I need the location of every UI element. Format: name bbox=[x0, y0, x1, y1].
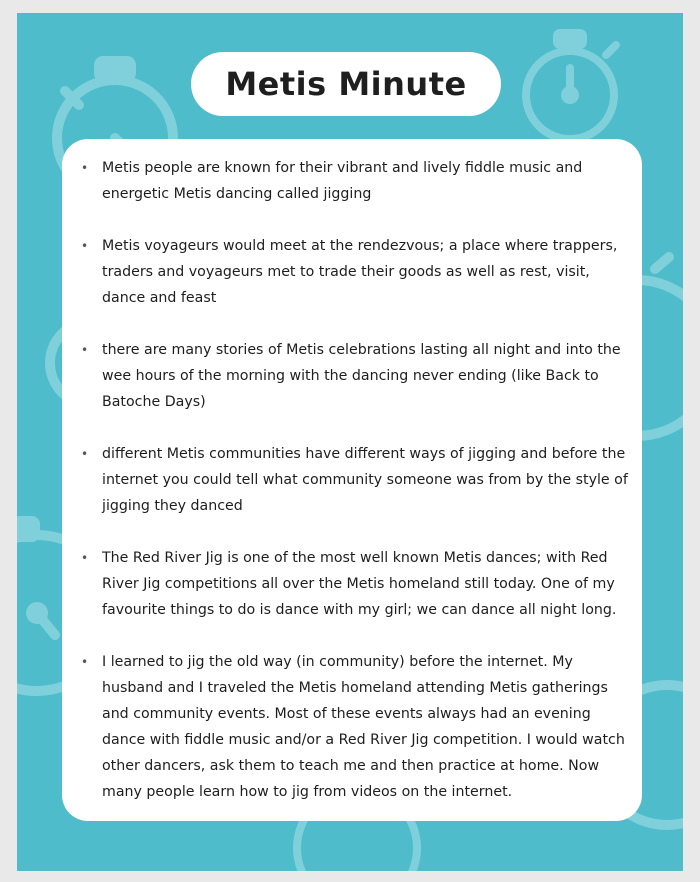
bullet-icon: • bbox=[81, 447, 89, 461]
list-item-text: Metis people are known for their vibrant and lively fiddle music and energetic Metis dancing called jigging bbox=[102, 160, 583, 202]
fact-list bbox=[62, 139, 642, 805]
title-banner bbox=[191, 52, 501, 116]
list-item bbox=[81, 337, 628, 415]
list-item bbox=[81, 233, 628, 311]
bullet-icon: • bbox=[81, 343, 89, 357]
stopwatch-icon bbox=[526, 33, 616, 139]
list-item bbox=[81, 155, 628, 207]
list-item bbox=[81, 441, 628, 519]
list-item-text: Metis voyageurs would meet at the rendezvous; a place where trappers, traders and voyageurs met to trade their goods as well as rest, visit, dance and feast bbox=[102, 238, 618, 306]
poster-page bbox=[17, 13, 683, 871]
page-title: Metis Minute bbox=[225, 65, 467, 103]
bullet-icon: • bbox=[81, 161, 89, 175]
list-item-text: different Metis communities have different ways of jigging and before the internet you could tell what community someone was from by the style of jigging they danced bbox=[102, 446, 628, 514]
list-item bbox=[81, 649, 628, 805]
list-item-text: I learned to jig the old way (in community) before the internet. My husband and I traveled the Metis homeland attending Metis gatherings and community events. Most of these events always had an evening dance with fiddle music and/or a Red River Jig competition. I would watch other dancers, ask them to teach me and then practice at home. Now many people learn how to jig from videos on the internet. bbox=[102, 654, 625, 800]
content-card bbox=[62, 139, 642, 821]
list-item bbox=[81, 545, 628, 623]
bullet-icon: • bbox=[81, 655, 89, 669]
list-item-text: The Red River Jig is one of the most well known Metis dances; with Red River Jig competitions all over the Metis homeland still today. One of my favourite things to do is dance with my girl; we can dance all night long. bbox=[102, 550, 617, 618]
bullet-icon: • bbox=[81, 239, 89, 253]
list-item-text: there are many stories of Metis celebrations lasting all night and into the wee hours of the morning with the dancing never ending (like Back to Batoche Days) bbox=[102, 342, 621, 410]
bullet-icon: • bbox=[81, 551, 89, 565]
